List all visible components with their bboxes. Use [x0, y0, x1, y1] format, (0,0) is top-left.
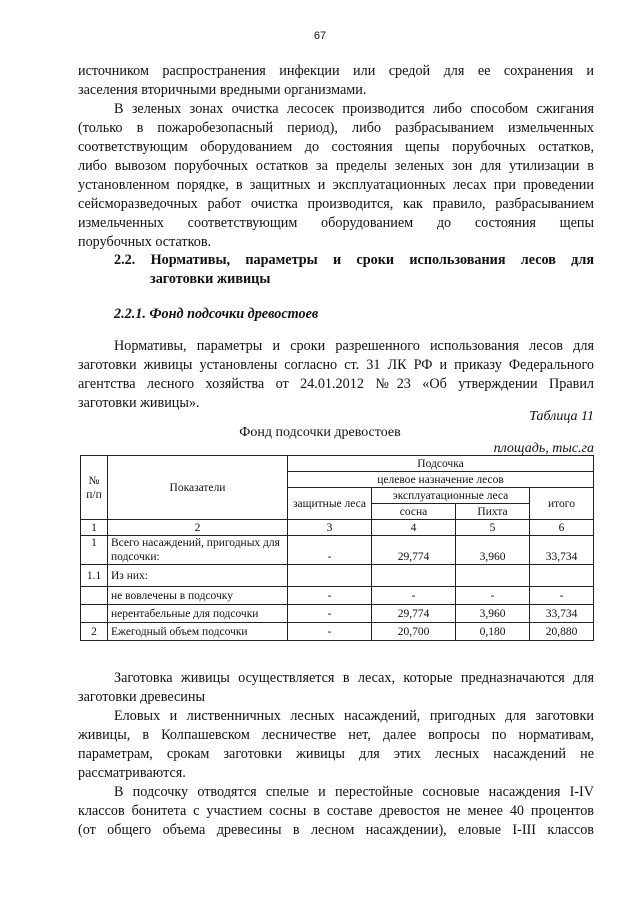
text-line: агентства лесного хозяйства от 24.01.2012 №23 «Об утверждении Правил	[78, 376, 594, 392]
table-row	[81, 587, 594, 605]
column-numbers-row	[81, 520, 594, 536]
row-label: Всего насаждений, пригодных для подсочки:	[108, 536, 288, 565]
row-value: 29,774	[372, 605, 456, 623]
text-line: порубочных остатков.	[78, 234, 212, 250]
row-label: Из них:	[108, 565, 288, 587]
table-row	[81, 565, 594, 587]
table-row	[81, 536, 594, 565]
row-value: 0,180	[456, 623, 530, 641]
row-value: -	[288, 587, 372, 605]
table-title: Фонд подсочки древостоев	[239, 425, 401, 440]
col-num-cell: 3	[288, 520, 372, 536]
row-value	[530, 565, 594, 587]
text-line: измельченных соответствующим оборудованием до состояния щепы	[78, 215, 594, 231]
col-num-cell: 5	[456, 520, 530, 536]
row-value	[372, 565, 456, 587]
paragraph-pine-selection	[78, 783, 594, 840]
forest-tapping-table	[80, 455, 594, 641]
text-line: В зеленых зонах очистка лесосек производится либо способом сжигания	[114, 101, 594, 117]
paragraph-harvest	[78, 669, 594, 707]
col-num-cell: 4	[372, 520, 456, 536]
row-value: -	[456, 587, 530, 605]
row-value: -	[530, 587, 594, 605]
text-line: заготовки живицы установлены согласно ст. 31 ЛК РФ и приказу Федерального	[78, 357, 594, 373]
text-line: соответствующим оборудованием до состояния щепы порубочных остатков,	[78, 139, 594, 155]
row-num: 2	[81, 623, 108, 641]
row-value: -	[288, 623, 372, 641]
text-line: Еловых и лиственничных лесных насаждений, пригодных для заготовки	[114, 708, 594, 724]
row-value: -	[288, 605, 372, 623]
page-number: 67	[313, 30, 327, 42]
paragraph-spruce	[78, 707, 594, 783]
row-value: 20,880	[530, 623, 594, 641]
row-num	[81, 587, 108, 605]
heading-line: заготовки живицы	[150, 271, 271, 287]
col-num-cell: 6	[530, 520, 594, 536]
table-row	[81, 605, 594, 623]
paragraph-green-zones	[78, 100, 594, 252]
header-podsochka: Подсочка	[288, 456, 594, 472]
row-label: нерентабельные для подсочки	[108, 605, 288, 623]
header-pine: сосна	[372, 504, 456, 520]
row-num: 1.1	[81, 565, 108, 587]
text-line: Нормативы, параметры и сроки разрешенного использования лесов для	[114, 338, 594, 354]
row-value	[288, 565, 372, 587]
text-line: заготовки живицы».	[78, 395, 200, 411]
text-line: источником распространения инфекции или средой для ее сохранения и	[78, 63, 594, 79]
row-value: 3,960	[456, 536, 530, 565]
header-indicators: Показатели	[108, 456, 288, 520]
text-line: В подсочку отводятся спелые и перестойные сосновые насаждения I-IV	[114, 784, 594, 800]
col-num-cell: 1	[81, 520, 108, 536]
paragraph-continuation	[78, 62, 594, 100]
paragraph-norms	[78, 337, 594, 413]
text-line: параметрам, срокам заготовки живицы для этих лесных насаждений не	[78, 746, 594, 762]
row-value: 29,774	[372, 536, 456, 565]
heading-line: 2.2. Нормативы, параметры и сроки использования лесов для	[114, 252, 594, 268]
text-line: (от общего объема древесины в лесном насаждении), еловые I-III классов	[78, 822, 594, 838]
header-exploit: эксплуатационные леса	[372, 488, 530, 504]
header-total: итого	[530, 488, 594, 520]
heading-line: 2.2.1. Фонд подсочки древостоев	[114, 306, 319, 322]
header-protective: защитные леса	[288, 488, 372, 520]
header-fir: Пихта	[456, 504, 530, 520]
text-line: либо вывозом порубочных остатков за пределы зеленых зон для утилизации в	[78, 158, 594, 174]
section-heading-2-2-1	[78, 305, 594, 324]
col-num-cell: 2	[108, 520, 288, 536]
row-value: 3,960	[456, 605, 530, 623]
row-label: не вовлечены в подсочку	[108, 587, 288, 605]
row-num	[81, 605, 108, 623]
text-line: заселения вторичными вредными организмами.	[78, 82, 367, 98]
text-line: Заготовка живицы осуществляется в лесах, которые предназначаются для	[114, 670, 594, 686]
section-heading-2-2	[78, 251, 594, 289]
text-line: установленном порядке, в защитных и эксплуатационных лесах при проведении	[78, 177, 594, 193]
header-num: № п/п	[81, 456, 108, 520]
text-line: сейсморазведочных работ очистка производится, как правило, разбрасыванием	[78, 196, 594, 212]
row-value: 33,734	[530, 536, 594, 565]
row-label: Ежегодный объем подсочки	[108, 623, 288, 641]
text-line: (только в пожаробезопасный период), либо разбрасыванием измельченных	[78, 120, 594, 136]
text-line: рассматриваются.	[78, 765, 186, 781]
header-target: целевое назначение лесов	[288, 472, 594, 488]
row-value: -	[372, 587, 456, 605]
text-line: заготовки древесины	[78, 689, 206, 705]
text-line: живицы, в Колпашевском лесничестве нет, далее вопросы по нормативам,	[78, 727, 594, 743]
row-value	[456, 565, 530, 587]
row-value: -	[288, 536, 372, 565]
row-value: 33,734	[530, 605, 594, 623]
row-num: 1	[81, 536, 108, 565]
text-line: классов бонитета с участием сосны в составе древостоя не менее 40 процентов	[78, 803, 594, 819]
table-row	[81, 623, 594, 641]
table-number: Таблица 11	[529, 409, 594, 424]
table-units: площадь, тыс.га	[493, 441, 594, 456]
row-value: 20,700	[372, 623, 456, 641]
